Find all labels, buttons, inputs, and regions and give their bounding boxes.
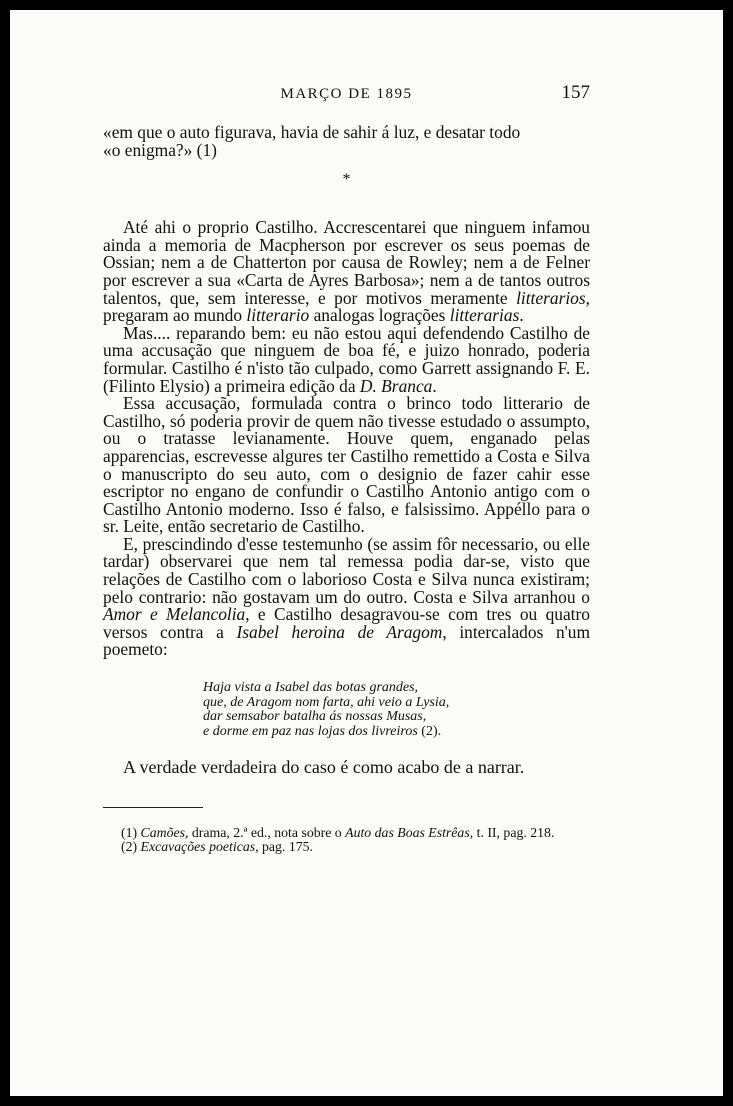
verse-line: Haja vista a Isabel das botas grandes,: [203, 680, 419, 696]
para2-italic-1: D. Branca: [359, 375, 433, 396]
opening-line-2: «o enigma?» (1): [103, 139, 217, 160]
footnote-1-italic-1: Camões,: [140, 825, 189, 840]
para1-text-3: analogas lograções: [309, 305, 450, 326]
paragraph-2: [103, 322, 590, 396]
page-content: [103, 80, 590, 854]
header-title: MARÇO DE 1895: [280, 86, 413, 102]
para1-text-4: .: [519, 305, 524, 326]
para4-italic-2: Isabel heroina de Aragom: [236, 621, 443, 642]
footnote-1: [103, 826, 590, 840]
para1-italic-1: litterarios: [516, 287, 586, 308]
verse-quote: [203, 681, 590, 739]
para4-text-2: , e Castilho desagravou-se com tres ou quatro versos contra a: [103, 604, 590, 642]
paragraph-3: Essa accusação, formulada contra o brinco todo litterario de Castilho, só poderia provir de quem não tivesse estudado o assumpto, ou o tratasse levianamente. Houve quem, enganado pelas apparencias, escrevesse algures ter Castilho remettido a Costa e Silva o manuscripto do seu auto, com o designio de fazer cahir esse escriptor no engano de confundir o Castilho Antonio antigo com o Castilho Antonio moderno. Isso é falso, e falsissimo. Appéllo para o sr. Leite, então secretario de Castilho.: [103, 393, 590, 537]
paragraph-1: [103, 219, 590, 325]
opening-line-1: «em que o auto figurava, havia de sahir á luz, e desatar todo: [103, 122, 521, 142]
para2-text-1: Mas.... reparando bem: eu não estou aqui defendendo Castilho de uma accusação que ninguem de boa fé, e juizo honrado, poderia formular. Castilho é n'isto tão culpado, como Garrett assignando F. E. (Filinto Elysio) a primeira edição da: [103, 322, 590, 396]
para4-text-1: E, prescindindo d'esse testemunho (se assim fôr necessario, ou elle tardar) observarei que nem tal remessa podia dar-se, visto que relações de Castilho com o laborioso Costa e Silva nunca existiram; pelo contrario: não gostavam um do outro. Costa e Silva arranhou o: [103, 533, 590, 607]
book-page: [10, 10, 723, 1096]
verse-line-text: e dorme em paz nas lojas dos livreiros: [203, 723, 418, 739]
footnote-1-text-1: drama, 2.ª ed., nota sobre o: [188, 825, 346, 840]
verse-footnote-ref: (2).: [421, 723, 442, 739]
verse-line: [203, 725, 590, 740]
page-number: 157: [561, 82, 590, 103]
running-header: [103, 80, 590, 110]
para4-italic-1: Amor e Melancolia: [103, 604, 246, 625]
footnote-rule: [103, 807, 203, 808]
verse-line: que, de Aragom nom farta, ahi veio a Lysia,: [203, 694, 450, 710]
footnote-2: [103, 840, 590, 854]
para1-italic-2: litterario: [246, 305, 310, 326]
closing-line: A verdade verdadeira do caso é como acabo de a narrar.: [123, 757, 525, 778]
opening-quote: [103, 124, 590, 159]
para1-text-2: , pregaram ao mundo: [103, 287, 590, 326]
footnote-1-italic-2: Auto das Boas Estrêas,: [345, 825, 474, 840]
footnote-2-mark: (2): [121, 839, 138, 854]
para2-text-2: .: [432, 375, 437, 396]
para1-italic-3: litterarias: [449, 305, 520, 326]
section-separator: *: [342, 171, 351, 189]
footnote-2-text-1: pag. 175.: [258, 839, 313, 854]
footnote-1-mark: (1): [121, 825, 138, 840]
footnote-1-text-2: t. II, pag. 218.: [473, 825, 555, 840]
footnote-2-italic-1: Excavações poeticas,: [140, 839, 259, 854]
para1-text-1: Até ahi o proprio Castilho. Accrescentarei que ninguem infamou ainda a memoria de Macpherson por escrever os seus poemas de Ossian; nem a de Chatterton por causa de Rowley; nem a de Felner por escrever a sua «Carta de Ayres Barbosa»; nem a de tantos outros talentos, que, sem interesse, e por motivos meramente: [103, 217, 590, 308]
para4-text-3: , intercalados n'um poemeto:: [103, 621, 590, 660]
paragraph-4: [103, 533, 590, 660]
verse-line: dar semsabor batalha ás nossas Musas,: [203, 709, 427, 725]
